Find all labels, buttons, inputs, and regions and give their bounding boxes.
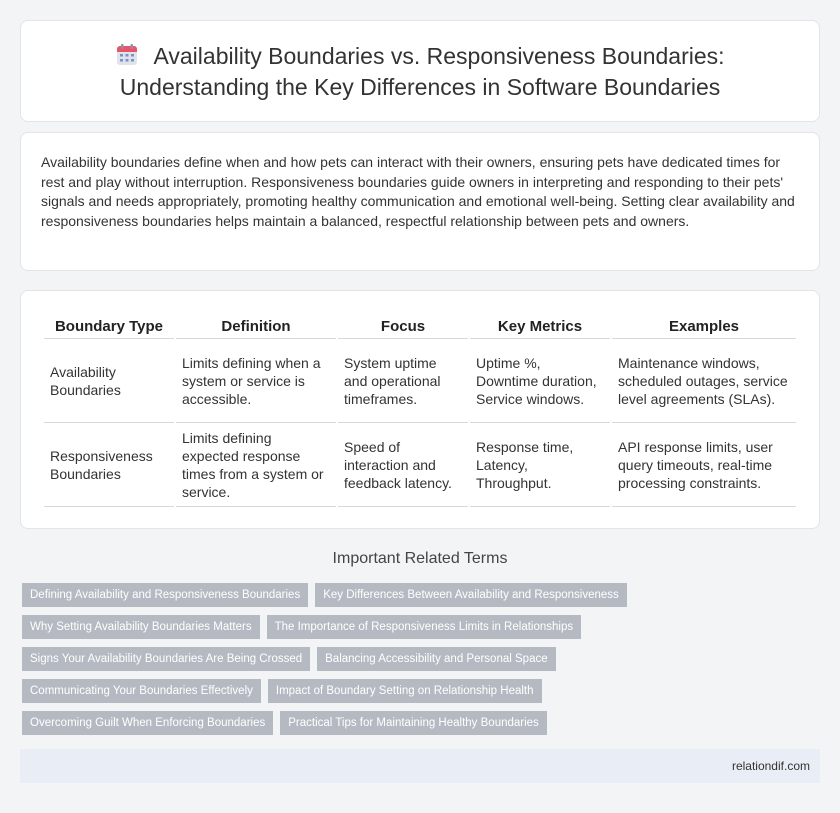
table-cell: API response limits, user query timeouts, real-time processing constraints. (612, 423, 796, 507)
related-term-tag[interactable]: Key Differences Between Availability and Responsiveness (315, 583, 627, 607)
table-cell: Speed of interaction and feedback latency. (338, 423, 468, 507)
table-row (44, 423, 796, 507)
footer-site-link[interactable]: relationdif.com (731, 759, 810, 773)
related-term-tag[interactable]: Why Setting Availability Boundaries Matters (22, 615, 260, 639)
related-term-tag[interactable]: Signs Your Availability Boundaries Are Being Crossed (22, 647, 310, 671)
comparison-table (42, 313, 798, 507)
table-header-row (44, 313, 796, 339)
related-term-tag[interactable]: Balancing Accessibility and Personal Space (317, 647, 555, 671)
title-line-2: Understanding the Key Differences in Software Boundaries (119, 73, 721, 100)
table-cell: Uptime %, Downtime duration, Service windows. (470, 339, 610, 423)
header-key-metrics: Key Metrics (470, 313, 610, 339)
tag-row (22, 583, 812, 607)
related-terms-list (22, 583, 812, 743)
related-term-tag[interactable]: Impact of Boundary Setting on Relationship Health (268, 679, 542, 703)
header-boundary-type: Boundary Type (44, 313, 174, 339)
related-term-tag[interactable]: Communicating Your Boundaries Effectively (22, 679, 261, 703)
page-title (115, 42, 724, 101)
title-line-1: Availability Boundaries vs. Responsiveness Boundaries: (153, 42, 725, 69)
tag-row (22, 647, 812, 671)
intro-card (20, 132, 820, 271)
related-term-tag[interactable]: The Importance of Responsiveness Limits in Relationships (267, 615, 582, 639)
related-term-tag[interactable]: Overcoming Guilt When Enforcing Boundaries (22, 711, 273, 735)
tag-row (22, 711, 812, 735)
header-definition: Definition (176, 313, 336, 339)
footer (20, 749, 820, 783)
table-cell: Availability Boundaries (44, 339, 174, 423)
table-cell: System uptime and operational timeframes. (338, 339, 468, 423)
table-cell: Limits defining expected response times from a system or service. (176, 423, 336, 507)
table-cell: Responsiveness Boundaries (44, 423, 174, 507)
table-cell: Response time, Latency, Throughput. (470, 423, 610, 507)
related-term-tag[interactable]: Practical Tips for Maintaining Healthy Boundaries (280, 711, 547, 735)
header-examples: Examples (612, 313, 796, 339)
tag-row (22, 679, 812, 703)
related-term-tag[interactable]: Defining Availability and Responsiveness Boundaries (22, 583, 308, 607)
tag-row (22, 615, 812, 639)
title-card (20, 20, 820, 122)
table-cell: Limits defining when a system or service is accessible. (176, 339, 336, 423)
comparison-table-card (20, 290, 820, 529)
calendar-icon (115, 43, 139, 73)
table-row (44, 339, 796, 423)
related-terms-heading: Important Related Terms (332, 550, 508, 567)
header-focus: Focus (338, 313, 468, 339)
table-cell: Maintenance windows, scheduled outages, service level agreements (SLAs). (612, 339, 796, 423)
intro-paragraph: Availability boundaries define when and how pets can interact with their owners, ensuring pets have dedicated times for rest and play without interruption. Responsiveness boundaries guide owners in interpreting and responding to their pets' signals and needs appropriately, promoting healthy communication and emotional well-being. Setting clear availability and responsiveness boundaries helps maintain a balanced, respectful relationship between pets and owners. (41, 154, 795, 229)
